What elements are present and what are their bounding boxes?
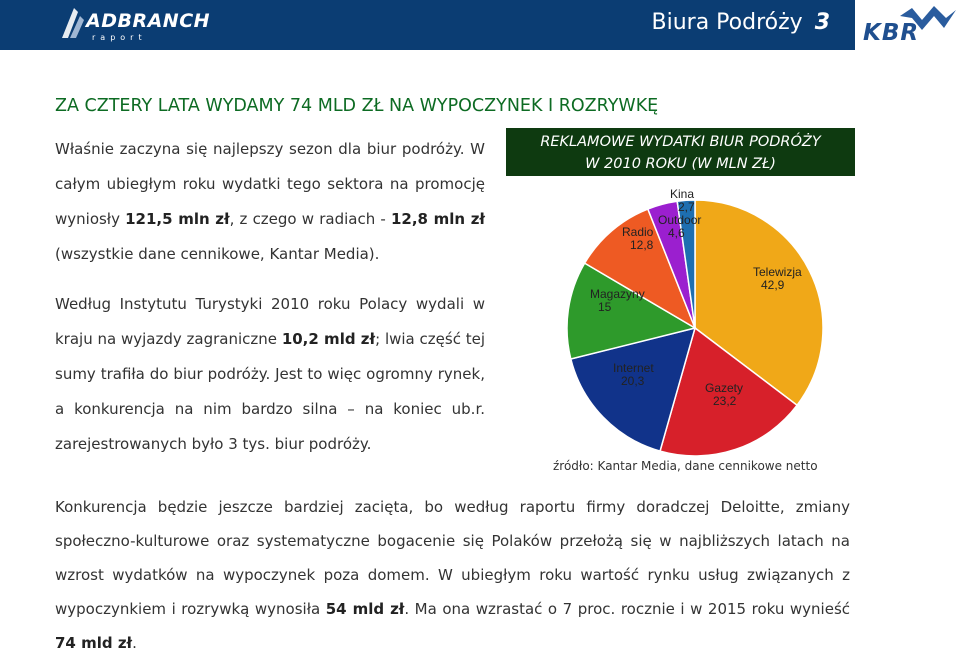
pie-value-radio: 12,8 xyxy=(630,238,654,252)
p2-bold-1: 10,2 mld zł xyxy=(281,330,376,348)
logo-sub-text: raport xyxy=(92,33,147,42)
pie-label-outdoor: Outdoor xyxy=(658,213,702,227)
paragraph-forecast xyxy=(55,490,850,660)
headline: ZA CZTERY LATA WYDAMY 74 MLD ZŁ NA WYPOCZYNEK I ROZRYWKĘ xyxy=(55,96,659,116)
p3-text-2: . Ma ona wzrastać o 7 proc. rocznie i w 2015 roku wynieść xyxy=(404,600,851,618)
pie-value-kina: 2,7 xyxy=(678,200,695,214)
p1-text-2: , z czego w radiach - xyxy=(229,210,391,228)
pie-value-gazety: 23,2 xyxy=(713,394,737,408)
pie-value-telewizja: 42,9 xyxy=(761,278,785,292)
section-title-text: Biura Podróży xyxy=(651,10,803,35)
pie-label-internet: Internet xyxy=(613,361,654,375)
page-number: 3 xyxy=(814,10,830,35)
p1-bold-2: 12,8 mln zł xyxy=(390,210,485,228)
chart-source: źródło: Kantar Media, dane cennikowe netto xyxy=(553,459,818,473)
p3-bold-2: 74 mld zł xyxy=(55,634,133,652)
pie-label-magazyny: Magazyny xyxy=(590,287,645,301)
paragraph-tourism xyxy=(55,287,485,462)
pie-label-radio: Radio xyxy=(622,225,654,239)
kbr-logo xyxy=(860,6,956,48)
pie-chart xyxy=(540,180,830,458)
chart-title-line1: REKLAMOWE WYDATKI BIUR PODRÓŻY xyxy=(540,134,821,150)
p3-bold-1: 54 mld zł xyxy=(325,600,405,618)
pie-value-magazyny: 15 xyxy=(598,300,612,314)
page-header xyxy=(0,0,960,50)
p1-bold-1: 121,5 mln zł xyxy=(125,210,230,228)
p1-text-3: (wszystkie dane cennikowe, Kantar Media). xyxy=(55,245,380,263)
p1-text-1: Właśnie zaczyna się najlepszy sezon dla biur podróży. W całym ubiegłym roku wydatki tego sektora na promocję wyniosły xyxy=(55,140,485,228)
pie-label-telewizja: Telewizja xyxy=(753,265,802,279)
paragraph-intro xyxy=(55,132,485,272)
chart-title-line2: W 2010 ROKU (W MLN ZŁ) xyxy=(585,156,776,172)
pie-label-gazety: Gazety xyxy=(705,381,744,395)
chart-title xyxy=(506,128,855,176)
adbranch-logo-icon xyxy=(58,4,88,44)
section-title xyxy=(652,10,830,35)
p3-text-1: Konkurencja będzie jeszcze bardziej zacięta, bo według raportu firmy doradczej Deloitte, zmiany społeczno-kulturowe oraz systematyczne bogacenie się Polaków przełożą się w najbliższych latach na wzrost wydatków na wypoczynek poza domem. W ubiegłym roku wartość rynku usług związanych z wypoczynkiem i rozrywką wynosiła xyxy=(55,498,850,618)
p3-text-3: . xyxy=(132,634,137,652)
kbr-logo-text: KBR xyxy=(863,20,920,46)
p2-text-1: Według Instytutu Turystyki 2010 roku Polacy wydali w kraju na wyjazdy zagraniczne xyxy=(55,295,485,348)
pie-value-outdoor: 4,6 xyxy=(668,226,685,240)
pie-value-internet: 20,3 xyxy=(621,374,645,388)
p2-text-2: ; lwia część tej sumy trafiła do biur podróży. Jest to więc ogromny rynek, a konkurencja na nim bardzo silna – na koniec ub.r. zarejestrowanych było 3 tys. biur podróży. xyxy=(55,330,485,453)
logo-brand-text: ADBRANCH xyxy=(86,10,211,32)
pie-label-kina: Kina xyxy=(670,187,695,201)
